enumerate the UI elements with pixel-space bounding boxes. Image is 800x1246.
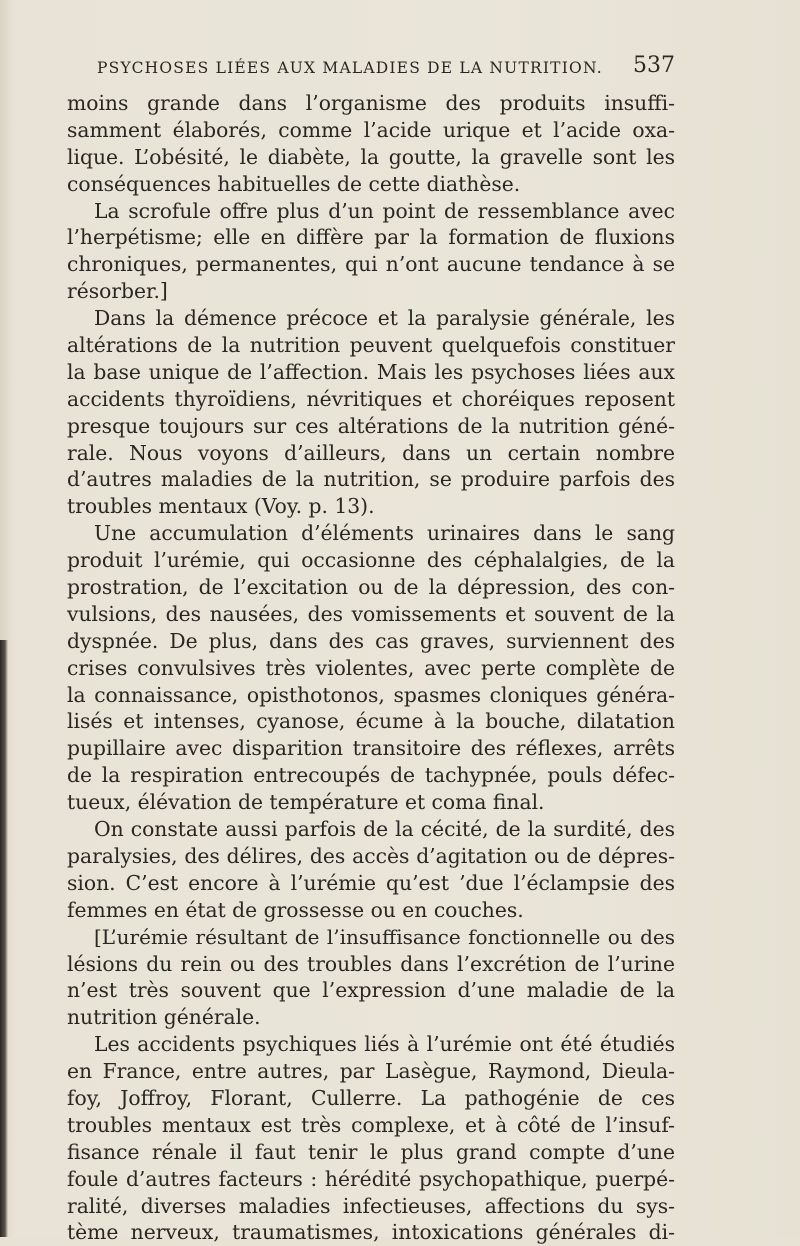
text-line: accidents thyroïdiens, névritiques et choréiques reposent (67, 386, 675, 411)
text-line: altérations de la nutrition peuvent quelquefois constituer (67, 333, 675, 358)
text-line: produit l’urémie, qui occasionne des céphalalgies, de la (67, 548, 675, 573)
page-number: 537 (633, 53, 675, 78)
text-line: prostration, de l’excitation ou de la dépression, des con- (67, 575, 675, 600)
text-line: Une accumulation d’éléments urinaires dans le sang (94, 521, 675, 546)
text-line: [L’urémie résultant de l’insuffisance fonctionnelle ou des (94, 924, 675, 949)
page-header (97, 53, 675, 83)
text-line: foy, Joffroy, Florant, Cullerre. La pathogénie de ces (67, 1085, 675, 1110)
running-title: PSYCHOSES LIÉES AUX MALADIES DE LA NUTRITION. (97, 59, 603, 77)
text-line: d’autres maladies de la nutrition, se produire parfois des (67, 467, 675, 492)
text-line: On constate aussi parfois de la cécité, de la surdité, des (94, 817, 675, 842)
text-line: pupillaire avec disparition transitoire des réflexes, arrêts (67, 736, 675, 761)
text-line: presque toujours sur ces altérations de la nutrition géné- (67, 413, 675, 438)
text-line: tueux, élévation de température et coma final. (67, 790, 545, 815)
text-line: nutrition générale. (67, 1005, 261, 1030)
text-line: chroniques, permanentes, qui n’ont aucune tendance à se (67, 252, 675, 277)
text-line: ralité, diverses maladies infectieuses, affections du sys- (67, 1193, 675, 1218)
text-line: fisance rénale il faut tenir le plus grand compte d’une (67, 1139, 675, 1164)
text-line: sion. C’est encore à l’urémie qu’est ’due l’éclampsie des (67, 870, 675, 895)
text-line: rale. Nous voyons d’ailleurs, dans un certain nombre (67, 440, 675, 465)
text-line: La scrofule offre plus d’un point de ressemblance avec (94, 198, 675, 223)
text-line: foule d’autres facteurs : hérédité psychopathique, puerpé- (67, 1166, 675, 1191)
text-line: paralysies, des délires, des accès d’agitation ou de dépres- (67, 843, 675, 868)
text-line: l’herpétisme; elle en diffère par la formation de fluxions (67, 225, 675, 250)
text-line: tème nerveux, traumatismes, intoxications générales di- (67, 1220, 675, 1245)
text-line: la base unique de l’affection. Mais les psychoses liées aux (67, 359, 675, 384)
text-line: lisés et intenses, cyanose, écume à la bouche, dilatation (67, 709, 675, 734)
text-line: crises convulsives très violentes, avec perte complète de (67, 655, 675, 680)
text-line: n’est très souvent que l’expression d’une maladie de la (67, 978, 675, 1003)
text-line: Dans la démence précoce et la paralysie générale, les (94, 306, 675, 331)
text-line: résorber.] (67, 279, 168, 304)
text-line: samment élaborés, comme l’acide urique et l’acide oxa- (67, 117, 675, 142)
text-line: lésions du rein ou des troubles dans l’excrétion de l’urine (67, 951, 675, 976)
text-line: troubles mentaux est très complexe, et à côté de l’insuf- (67, 1112, 675, 1137)
text-line: en France, entre autres, par Lasègue, Raymond, Dieula- (67, 1059, 675, 1084)
text-line: moins grande dans l’organisme des produits insuffi- (67, 91, 675, 115)
text-line: lique. L’obésité, le diabète, la goutte, la gravelle sont les (67, 144, 675, 169)
text-line: Les accidents psychiques liés à l’urémie ont été étudiés (94, 1032, 675, 1057)
text-line: conséquences habituelles de cette diathèse. (67, 171, 521, 196)
text-line: vulsions, des nausées, des vomissements et souvent de la (67, 601, 675, 626)
text-line: troubles mentaux (Voy. p. 13). (67, 494, 375, 519)
text-line: de la respiration entrecoupés de tachypnée, pouls défec- (67, 763, 675, 788)
body-text (67, 90, 675, 1246)
page-binding-edge (0, 640, 8, 1237)
text-line: femmes en état de grossesse ou en couches. (67, 897, 524, 922)
text-line: dyspnée. De plus, dans des cas graves, surviennent des (67, 628, 675, 653)
text-line: la connaissance, opisthotonos, spasmes cloniques généra- (67, 682, 675, 707)
